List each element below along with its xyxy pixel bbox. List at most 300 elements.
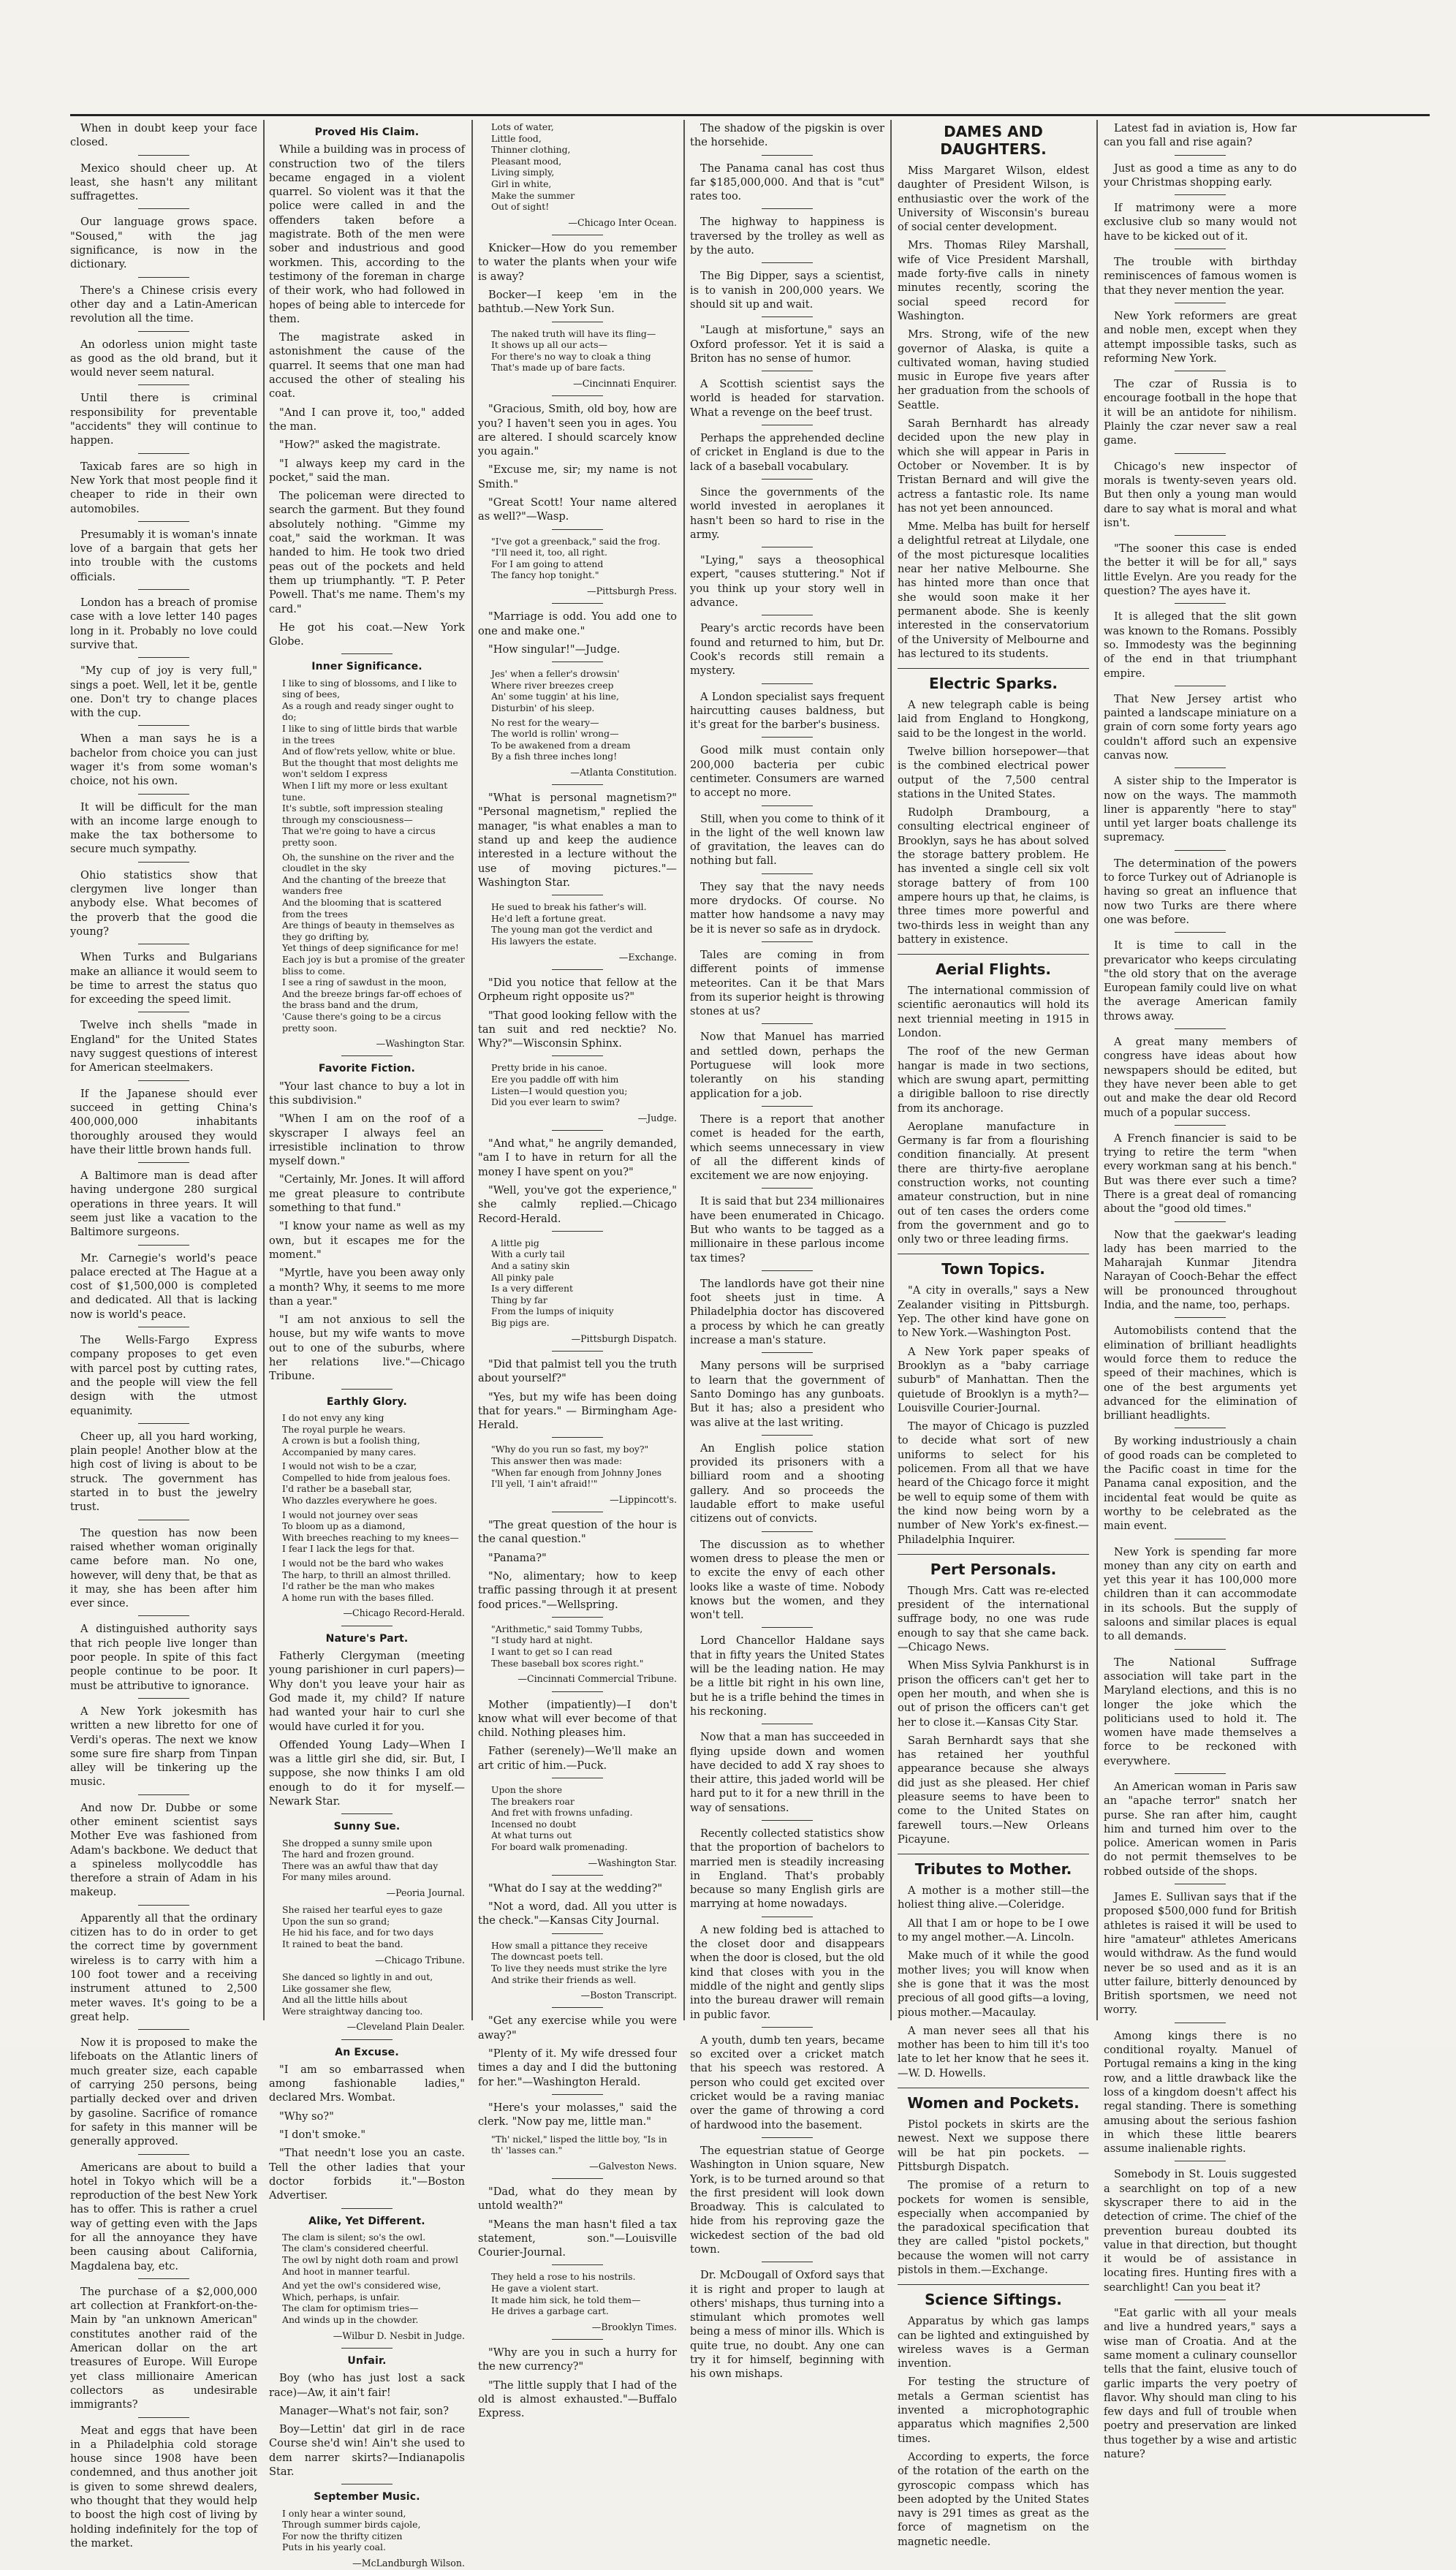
source-credit: —Peoria Journal. [386,1887,465,1898]
separator-rule [762,1106,813,1107]
paragraph: Good milk must contain only 200,000 bacteria per cubic centimeter. Consumers are warned to accept no more. [690,744,884,800]
paragraph: That New Jersey artist who painted a landscape miniature on a grain of corn some forty years ago couldn't afford such an expensive canvas now. [1104,692,1297,762]
paragraph: An odorless union might taste as good as the old brand, but it would never seem natural. [70,338,257,379]
separator-rule [762,1627,813,1628]
paragraph: "Excuse me, sir; my name is not Smith." [478,463,677,490]
separator-rule [1175,1317,1226,1318]
paragraph: Miss Margaret Wilson, eldest daughter of President Wilson, is enthusiastic over the work of the University of Wisconsin's bureau of social center development. [898,164,1089,234]
paragraph: Peary's arctic records have been found and returned to him, but Dr. Cook's records still remain a mystery. [690,622,884,678]
verse: I only hear a winter sound, Through summer birds cajole, For now the thrifty citizen Puts in his yearly coal. [282,2507,421,2553]
source-credit: —Brooklyn Times. [591,2321,677,2332]
separator-rule [138,862,189,863]
separator-rule [138,2278,189,2279]
verse: They held a rose to his nostrils. He gave a violent start. It made him sick, he told them— He drives a garbage cart. [491,2271,641,2317]
paragraph: James E. Sullivan says that if the proposed $500,000 fund for British athletes is raised it will be used to hire "amateur" athletes Americans would withdraw. As the fund would never be so used and as it is an utter failure, bitterly denounced by British sportsmen, we need not worry. [1104,1891,1297,2017]
separator-rule [552,784,603,785]
source-credit: —Atlanta Constitution. [570,766,677,778]
separator-rule [1175,155,1226,156]
paragraph: "My cup of joy is very full," sings a poet. Well, let it be, gentle one. Don't try to change places with the cup. [70,664,257,720]
paragraph: Until there is criminal responsibility for preventable "accidents" they will continue to happen. [70,392,257,447]
section-heading: Town Topics. [898,1254,1089,1278]
section-heading: Nature's Part. [325,1632,409,1645]
separator-rule [341,1389,393,1390]
paragraph: The roof of the new German hangar is made in two sections, which are swung apart, permitting a dirigible balloon to rise directly from its anchorage. [898,1045,1089,1115]
separator-rule [762,2027,813,2028]
paragraph: The Panama canal has cost thus far $185,000,000. And that is "cut" rates too. [690,162,884,203]
paragraph: A mother is a mother still—the holiest thing alive.—Coleridge. [898,1884,1089,1911]
column-6 [1104,121,1297,2461]
paragraph: A New York paper speaks of Brooklyn as a "baby carriage suburb" of Manhattan. Then the quietude of Brooklyn is a myth?—Louisville Courier-Journal. [898,1345,1089,1414]
paragraph: "I am so embarrassed when among fashionable ladies," declared Mrs. Wombat. [269,2063,465,2104]
paragraph: Presumably it is woman's innate love of a bargain that gets her into trouble with the customs officials. [70,528,257,583]
paragraph: "That needn't lose you an caste. Tell the other ladies that your doctor forbids it."—Boston Advertiser. [269,2147,465,2202]
separator-rule [138,208,189,209]
source-credit: —Lippincott's. [610,1493,677,1505]
separator-rule [341,1055,393,1056]
paragraph: Father (serenely)—We'll make an art critic of him.—Puck. [478,1745,677,1772]
separator-rule [341,2039,393,2040]
paragraph: Sarah Bernhardt says that she has retained her youthful appearance because she always did just as she pleased. Her chief pleasure seems to have been to come to the United States on farewell tours.—New Orleans Picayune. [898,1734,1089,1846]
paragraph: Mrs. Strong, wife of the new governor of Alaska, is quite a cultivated woman, having studied music in Europe five years after her graduation from the schools of Seattle. [898,328,1089,412]
paragraph: Taxicab fares are so high in New York that most people find it cheaper to ride in their own automobiles. [70,460,257,515]
top-rule [70,114,1430,116]
verse: How small a pittance they receive The downcast poets tell. To live they needs must strike the lyre And strike their friends as well. [491,1939,667,1985]
paragraph: The determination of the powers to force Turkey out of Adrianople is having so great an influence that now two Turks are there where one was before. [1104,857,1297,926]
separator-rule [138,1423,189,1424]
paragraph: When a man says he is a bachelor from choice you can just wager it's from some woman's choice, not his own. [70,732,257,788]
separator-rule [552,1933,603,1934]
separator-rule [1175,767,1226,768]
paragraph: "Laugh at misfortune," says an Oxford professor. Yet it is said a Briton has no sense of humor. [690,324,884,365]
verse: Jes' when a feller's drowsin' Where river breezes creep An' some tuggin' at his line, Disturbin' of his sleep. [491,668,620,713]
section-heading: An Excuse. [335,2046,399,2058]
separator-rule [762,1435,813,1436]
paragraph: "Eat garlic with all your meals and live a hundred years," says a wise man of Croatia. And at the same moment a culinary counsellor tells that the faint, elusive touch of garlic imparts the very poetry of flavor. Why should man cling to his few days and full of trouble when poetry and preservation are linked thus together by a wise and artistic nature? [1104,2307,1297,2461]
paragraph: "I know your name as well as my own, but it escapes me for the moment." [269,1220,465,1261]
section-heading: Electric Sparks. [898,668,1089,692]
paragraph: Mr. Carnegie's world's peace palace erected at The Hague at a cost of $1,500,000 is completed and dedicated. All that is lacking now is world's peace. [70,1251,257,1321]
paragraph: Mrs. Thomas Riley Marshall, wife of Vice President Marshall, made forty-five calls in ninety minutes recently, scoring the social speed record for Washington. [898,239,1089,322]
separator-rule [552,2264,603,2265]
paragraph: "Marriage is odd. You add one to one and make one." [478,610,677,637]
separator-rule [762,2137,813,2138]
paragraph: "Certainly, Mr. Jones. It will afford me great pleasure to contribute something to that fund." [269,1173,465,1215]
column-divider [1096,120,1098,2020]
paragraph: Automobilists contend that the elimination of brilliant headlights would force them to reduce the speed of their machines, which is one of the best arguments yet advanced for the elimination of brilliant headlights. [1104,1324,1297,1422]
separator-rule [1175,1221,1226,1222]
verse: Upon the shore The breakers roar And fret with frowns unfading. Incensed no doubt At what turns out For board walk promenading. [491,1784,633,1852]
source-credit: —Cincinnati Enquirer. [573,377,677,389]
paragraph: "What do I say at the wedding?" [488,1881,663,1895]
paragraph: "How?" asked the magistrate. [279,439,441,452]
paragraph: "Dad, what do they mean by untold wealth?" [478,2186,677,2213]
separator-rule [1175,1773,1226,1774]
paragraph: "Gracious, Smith, old boy, how are you? I haven't seen you in ages. You are altered. I should scarcely know you again." [478,403,677,458]
paragraph: "That good looking fellow with the tan suit and red necktie? No. Why?"—Wisconsin Sphinx. [478,1009,677,1050]
separator-rule [762,737,813,738]
verse: He sued to break his father's will. He'd left a fortune great. The young man got the verdict and His lawyers the estate. [491,901,653,947]
separator-rule [1175,453,1226,454]
paragraph: "Not a word, dad. All you utter is the check."—Kansas City Journal. [478,1900,677,1928]
separator-rule [552,395,603,396]
paragraph: Mexico should cheer up. At least, she hasn't any militant suffragettes. [70,162,257,203]
paragraph: "Why so?" [279,2110,334,2123]
separator-rule [138,725,189,726]
separator-rule [138,1905,189,1906]
verse: No rest for the weary— The world is rollin' wrong— To be awakened from a dream By a fish three inches long! [491,716,631,762]
separator-rule [341,2208,393,2209]
paragraph: New York is spending far more money than any city on earth and yet this year it has 100,000 more children than it can accommodate in its schools. But the supply of saloons and similar places is equal to all demands. [1104,1545,1297,1643]
verse: And yet the owl's considered wise, Which, perhaps, is unfair. The clam for optimism tries— And winds up in the chowder. [282,2280,441,2326]
paragraph: A distinguished authority says that rich people live longer than poor people. In spite of this fact people continue to be poor. It must be attributive to ignorance. [70,1623,257,1692]
paragraph: Boy—Lettin' dat girl in de race Course she'd win! Ain't she used to dem narrer skirts?—Indianapolis Star. [269,2423,465,2478]
paragraph: Now that Manuel has married and settled down, perhaps the Portuguese will look more tolerantly on his standing application for a job. [690,1031,884,1100]
paragraph: "Why are you in such a hurry for the new currency?" [478,2346,677,2373]
source-credit: —Pittsburgh Dispatch. [571,1333,677,1344]
separator-rule [138,1698,189,1699]
separator-rule [552,1691,603,1692]
paragraph: Make much of it while the good mother lives; you will know when she is gone that it was the most precious of all good gifts—a loving, pious mother.—Macaulay. [898,1949,1089,2019]
paragraph: For testing the structure of metals a German scientist has invented a microphotographic apparatus which magnifies 2,500 times. [898,2376,1089,2445]
column-2 [269,121,465,2569]
separator-rule [341,1813,393,1814]
paragraph: Pistol pockets in skirts are the newest. Next we suppose there will be hat pin pockets. — Pittsburgh Dispatch. [898,2118,1089,2173]
paragraph: A new telegraph cable is being laid from England to Hongkong, said to be the longest in the world. [898,699,1089,740]
paragraph: "I don't smoke." [279,2129,366,2142]
paragraph: There's a Chinese crisis every other day and a Latin-American revolution all the time. [70,284,257,325]
verse: Pretty bride in his canoe. Ere you paddle off with him Listen—I would question you; Did you ever learn to swim? [491,1062,628,1108]
paragraph: Chicago's new inspector of morals is twenty-seven years old. But then only a young man would dare to say what is moral and what isn't. [1104,460,1297,529]
section-heading: Unfair. [347,2354,387,2367]
paragraph: Apparatus by which gas lamps can be lighted and extinguished by wireless waves is a German invention. [898,2315,1089,2370]
paragraph: Among kings there is no conditional royalty. Manuel of Portugal remains a king in the king row, and a little drawback like the loss of a kingdom doesn't affect his regal standing. There is something amusing about the serious fashion in which these little bearers assume inalienable rights. [1104,2029,1297,2156]
paragraph: "Myrtle, have you been away only a month? Why, it seems to me more than a year." [269,1267,465,1308]
section-heading: Science Siftings. [898,2284,1089,2308]
verse: She dropped a sunny smile upon The hard and frozen ground. There was an awful thaw that day For many miles around. [282,1837,439,1883]
paragraph: By working industriously a chain of good roads can be completed to the Pacific coast in time for the Panama canal exposition, and the incidental feat would be quite as worthy to be celebrated as the main event. [1104,1435,1297,1533]
paragraph: The promise of a return to pockets for women is sensible, especially when accompanied by the paradoxical specification that they are called "pistol pockets," because the women will not carry pistols in them.—Exchange. [898,2179,1089,2276]
separator-rule [138,453,189,454]
section-heading: Earthly Glory. [326,1395,408,1408]
section-heading: Women and Pockets. [898,2088,1089,2112]
verse: The clam is silent; so's the owl. The clam's considered cheerful. The owl by night doth roam and prowl And hoot in manner tearful. [282,2231,458,2277]
paragraph: When in doubt keep your face closed. [70,122,257,149]
paragraph: "And what," he angrily demanded, "am I to have in return for all the money I have spent on you?" [478,1137,677,1178]
separator-rule [1175,1125,1226,1126]
paragraph: The landlords have got their nine foot sheets just in time. A Philadelphia doctor has discovered a process by which he can greatly increase a man's stature. [690,1277,884,1347]
separator-rule [762,262,813,263]
paragraph: He got his coat.—New York Globe. [269,621,465,648]
separator-rule [552,2007,603,2008]
separator-rule [552,1875,603,1876]
separator-rule [552,1231,603,1232]
separator-rule [138,2029,189,2030]
separator-rule [138,2154,189,2155]
paragraph: A New York jokesmith has written a new libretto for one of Verdi's operas. The next we know some sure fire sharp from Tinpan alley will be tinkering up the music. [70,1705,257,1789]
source-credit: —Chicago Tribune. [375,1954,465,1966]
paragraph: Though Mrs. Catt was re-elected president of the international suffrage body, no one was rude enough to say that she came back.—Chicago News. [898,1584,1089,1654]
section-heading: Proved His Claim. [314,126,420,138]
paragraph: "I am not anxious to sell the house, but my wife wants to move out to one of the suburbs, where her relations live."—Chicago Tribune. [269,1314,465,1383]
paragraph: It is alleged that the slit gown was known to the Romans. Possibly so. Immodesty was the beginning of the end in that triumphant empire. [1104,610,1297,680]
column-divider [471,120,473,2020]
source-credit: —Exchange. [618,951,677,963]
paragraph: Our language grows space. "Soused," with the jag significance, is now in the dictionary. [70,216,257,271]
separator-rule [552,969,603,970]
paragraph: Boy (who has just lost a sack race)—Aw, it ain't fair! [269,2372,465,2399]
paragraph: A great many members of congress have ideas about how newspapers should be edited, but they have never been able to get out and make the dear old Record much of a popular success. [1104,1036,1297,1119]
verse: "I've got a greenback," said the frog. "I'll need it, too, all right. For I am going to attend The fancy hop tonight." [491,535,661,581]
paragraph: While a building was in process of construction two of the tilers became engaged in a violent quarrel. So violent was it that the police were called in and the offenders taken before a magistrate. Both of the men were sober and industrious and good workmen. This, according to the testimony of the foreman in charge of their work, who had followed in hopes of being able to intercede for them. [269,143,465,325]
paragraph: The czar of Russia is to encourage football in the hope that it will be an antidote for nihilism. Plainly the czar never saw a real game. [1104,378,1297,447]
paragraph: Sarah Bernhardt has already decided upon the new play in which she will appear in Paris in October or November. It is by Tristan Bernard and will give the actress a fantastic role. Its name has not yet been announced. [898,417,1089,515]
separator-rule [762,873,813,874]
paragraph: Since the governments of the world invested in aeroplanes it hasn't been so hard to rise in the army. [690,485,884,541]
paragraph: The question has now been raised whether woman originally came before man. No one, however, will deny that, be that as it may, she has been after him ever since. [70,1526,257,1610]
verse: She raised her tearful eyes to gaze Upon the sun so grand; He hid his face, and for two days It rained to beat the band. [282,1904,443,1950]
separator-rule [552,2094,603,2095]
paragraph: The magistrate asked in astonishment the cause of the quarrel. It seems that one man had accused the other of stealing his coat. [269,331,465,401]
verse: I do not envy any king The royal purple he wears. A crown is but a foolish thing, Accompanied by many cares. [282,1411,420,1458]
paragraph: Recently collected statistics show that the proportion of bachelors to married men is steadily increasing in England. That's probably because so many English girls are marrying at home nowadays. [690,1827,884,1911]
separator-rule [138,384,189,385]
paragraph: A French financier is said to be trying to retire the term "when every workman sang at his bench." But was there ever such a time? There is a great deal of romancing about the "good old times." [1104,1132,1297,1216]
paragraph: Latest fad in aviation is, How far can you fall and rise again? [1104,122,1297,149]
section-heading: Sunny Sue. [333,1821,401,1833]
paragraph: The National Suffrage association will take part in the Maryland elections, and this is no longer the joke which the politicians used to hold it. The women have made themselves a force to be reckoned with everywhere. [1104,1656,1297,1767]
paragraph: "A city in overalls," says a New Zealander visiting in Pittsburgh. Yep. The other kind have gone on to New York.—Washington Post. [898,1284,1089,1340]
source-credit: —McLandburgh Wilson. [352,2557,465,2569]
paragraph: London has a breach of promise case with a love letter 140 pages long in it. Probably no love could survive that. [70,596,257,651]
paragraph: If matrimony were a more exclusive club so many would not have to be kicked out of it. [1104,202,1297,243]
paragraph: The Wells-Fargo Express company proposes to get even with parcel post by cutting rates, and the people will view the fell design with the utmost equanimity. [70,1334,257,1417]
paragraph: Cheer up, all you hard working, plain people! Another blow at the high cost of living is about to be struck. The government has started in to bust the jewelry trust. [70,1430,257,1514]
paragraph: Knicker—How do you remember to water the plants when your wife is away? [478,242,677,283]
separator-rule [762,155,813,156]
paragraph: It will be difficult for the man with an income large enough to make the tax bothersome to secure much sympathy. [70,800,257,856]
paragraph: "The sooner this case is ended the better it will be for all," says little Evelyn. Are you ready for the question? The ayes have it. [1104,542,1297,598]
paragraph: Still, when you come to think of it in the light of the well known law of gravitation, the leaves can do nothing but fall. [690,812,884,868]
source-credit: —Chicago Record-Herald. [343,1607,465,1619]
separator-rule [552,2339,603,2340]
paragraph: And now Dr. Dubbe or some other eminent scientist says Mother Eve was fashioned from Adam's backbone. We deduct that a spineless mollycoddle has therefore a strain of Adam in his makeup. [70,1801,257,1899]
paragraph: Now that a man has succeeded in flying upside down and women have decided to add X ray shoes to their attire, this jaded world will be hard put to it for a new thrill in the way of sensations. [690,1731,884,1814]
source-credit: —Judge. [637,1112,677,1123]
paragraph: Twelve inch shells "made in England" for the United States navy suggest questions of interest for American steelmakers. [70,1019,257,1074]
separator-rule [138,589,189,590]
separator-rule [138,657,189,658]
source-credit: —Wilbur D. Nesbit in Judge. [333,2330,465,2341]
paragraph: A sister ship to the Imperator is now on the ways. The mammoth liner is apparently "here to stay" until yet larger boats challenge its supremacy. [1104,775,1297,844]
section-heading: Tributes to Mother. [898,1854,1089,1878]
paragraph: Americans are about to build a hotel in Tokyo which will be a reproduction of the best New York has to offer. This is rather a cruel way of getting even with the Japs for all the annoyance they have been causing about California, Magdalena bay, etc. [70,2161,257,2273]
paragraph: Many persons will be surprised to learn that the government of Santo Domingo has any gunboats. But it has; also a president who was alive at the last writing. [690,1360,884,1429]
separator-rule [1175,850,1226,851]
paragraph: Twelve billion horsepower—that is the combined electrical power output of the 7,500 central stations in the United States. [898,745,1089,800]
verse: "Th' nickel," lisped the little boy, "Is in th' 'lasses can." [491,2133,667,2156]
paragraph: An English police station provided its prisoners with a billiard room and a shooting gallery. And so proceeds the laudable effort to make useful citizens out of convicts. [690,1441,884,1525]
source-credit: —Cleveland Plain Dealer. [346,2021,465,2033]
separator-rule [1175,194,1226,195]
paragraph: The Big Dipper, says a scientist, is to vanish in 200,000 years. We should sit up and wait. [690,270,884,311]
paragraph: "No, alimentary; how to keep traffic passing through it at present food prices."—Wellspring. [478,1569,677,1611]
paragraph: Meat and eggs that have been in a Philadelphia cold storage house since 1908 have been condemned, and thus another joit is given to some shrewd dealers, who thought that they would help to boost the high cost of living by holding indefinitely for the top of the market. [70,2424,257,2550]
column-1 [70,121,257,2550]
separator-rule [552,1055,603,1056]
section-heading: Alike, Yet Different. [308,2215,425,2227]
separator-rule [341,2348,393,2349]
paragraph: A man never sees all that his mother has been to him till it's too late to let her know that he sees it.—W. D. Howells. [898,2024,1089,2080]
paragraph: According to experts, the force of the rotation of the earth on the gyroscopic compass which has been adopted by the United States navy is 291 times as great as the force of magnetism on the magnetic needle. [898,2450,1089,2548]
separator-rule [1175,1649,1226,1650]
section-heading: Pert Personals. [898,1554,1089,1578]
separator-rule [762,316,813,317]
separator-rule [138,1794,189,1795]
paragraph: Bocker—I keep 'em in the bathtub.—New York Sun. [478,288,677,316]
paragraph: The trouble with birthday reminiscences of famous women is that they never mention the year. [1104,256,1297,297]
paragraph: "Get any exercise while you were away?" [478,2014,677,2042]
column-5 [898,121,1089,2548]
paragraph: If the Japanese should ever succeed in getting China's 400,000,000 inhabitants thoroughly aroused they would have their little brown hands full. [70,1087,257,1156]
separator-rule [762,1352,813,1353]
section-heading: DAMES AND DAUGHTERS. [940,123,1047,158]
paragraph: "Did you notice that fellow at the Orpheum right opposite us?" [478,976,677,1004]
separator-rule [762,1023,813,1024]
column-divider [683,120,685,2020]
paragraph: Aeroplane manufacture in Germany is far from a flourishing condition financially. At present there are thirty-five aeroplane construction works, not counting amateur construction, but in nine out of ten cases the orders come from the government and go to only two or three leading firms. [898,1120,1089,1246]
paragraph: Somebody in St. Louis suggested a searchlight on top of a new skyscraper there to aid in the detection of crime. The chief of the prevention bureau doubted its value in that direction, but thought it would be of assistance in locating fires. Hunting fires with a searchlight! Can you beat it? [1104,2168,1297,2294]
paragraph: "Your last chance to buy a lot in this subdivision." [269,1080,465,1107]
column-3 [478,121,677,2420]
paragraph: "The great question of the hour is the canal question." [478,1519,677,1546]
separator-rule [138,1615,189,1616]
paragraph: The equestrian statue of George Washington in Union square, New York, is to be turned around so that the first president will look down Broadway. This is calculated to hide from his reproving gaze the wickedest section of the bad old town. [690,2144,884,2256]
separator-rule [138,521,189,522]
separator-rule [762,941,813,942]
paragraph: Ohio statistics show that clergymen live longer than anybody else. What becomes of the proverb that the good die young? [70,868,257,938]
paragraph: Fatherly Clergyman (meeting young parishioner in curl papers)—Why don't you leave your hair as God made it, my child? If nature had wanted your hair to curl she would have curled it for you. [269,1650,465,1733]
paragraph: "Well, you've got the experience," she calmly replied.—Chicago Record-Herald. [478,1183,677,1225]
paragraph: Lord Chancellor Haldane says that in fifty years the United States will be the leading nation. He may be a little bit right in his own line, but he is a trifle behind the times in his reckoning. [690,1634,884,1718]
column-divider [890,120,892,2020]
separator-rule [138,2417,189,2418]
paragraph: They say that the navy needs more drydocks. Of course. No matter how handsome a navy may be it is never so safe as in drydock. [690,880,884,936]
verse: "Arithmetic," said Tommy Tubbs, "I study hard at night. I want to get so I can read These baseball box scores right." [491,1623,644,1669]
paragraph: "Did that palmist tell you the truth about yourself?" [478,1357,677,1385]
separator-rule [138,277,189,278]
section-heading: Aerial Flights. [898,954,1089,978]
paragraph: "I always keep my card in the pocket," said the man. [269,457,465,484]
paragraph: There is a report that another comet is headed for the earth, which seems unnecessary in view of all the different kinds of excitement we are now enjoying. [690,1112,884,1183]
separator-rule [762,683,813,684]
paragraph: Now it is proposed to make the lifeboats on the Atlantic liners of much greater size, each capable of carrying 250 persons, being partially decked over and driven by gasoline. Sacrifice of romance for safety in this manner will be generally approved. [70,2036,257,2148]
paragraph: "The little supply that I had of the old is almost exhausted."—Buffalo Express. [478,2378,677,2420]
separator-rule [762,1270,813,1271]
separator-rule [762,208,813,209]
separator-rule [138,155,189,156]
separator-rule [138,1245,189,1246]
paragraph: An American woman in Paris saw an "apache terror" snatch her purse. She ran after him, caught him and turned him over to the police. American women in Paris do not permit themselves to be robbed outside of the shops. [1104,1780,1297,1878]
paragraph: All that I am or hope to be I owe to my angel mother.—A. Lincoln. [898,1917,1089,1944]
paragraph: "And I can prove it, too," added the man. [269,406,465,433]
verse: I would not be the bard who wakes The harp, to thrill an almost thrilled. I'd rather be the man who makes A home run with the bases filled. [282,1558,451,1603]
paragraph: "Plenty of it. My wife dressed four times a day and I did the buttoning for her."—Washington Herald. [478,2047,677,2088]
section-heading: Inner Significance. [311,661,422,673]
paragraph: The purchase of a $2,000,000 art collection at Frankfort-on-the-Main by "an unknown American" constitutes another raid of the American dollar on the art treasures of Europe. Will Europe yet class millionaire American collectors as undesirable immigrants? [70,2285,257,2411]
paragraph: "Panama?" [488,1551,547,1564]
paragraph: Rudolph Drambourg, a consulting electrical engineer of Brooklyn, says he has about solved the storage battery problem. He has invented a single cell six volt storage battery of from 100 ampere hours up that, he claims, is three times more powerful and two-thirds less in weight than any battery in existence. [898,806,1089,946]
separator-rule [762,1531,813,1532]
paragraph: "How singular!"—Judge. [488,642,621,656]
paragraph: The international commission of scientific aeronautics will hold its next triennial meeting in 1915 in London. [898,985,1089,1040]
source-credit: —Washington Star. [376,1038,465,1050]
verse: She danced so lightly in and out, Like gossamer she flew, And all the little hills about Were straightway dancing too. [282,1971,433,2017]
paragraph: A youth, dumb ten years, became so excited over a cricket match that his speech was restored. A person who could get excited over cricket would be a raving maniac over the game of throwing a cord of hardwood into the basement. [690,2033,884,2131]
source-credit: —Chicago Inter Ocean. [568,216,677,228]
paragraph: "What is personal magnetism?" "Personal magnetism," replied the manager, "is what enables a man to stand up and keep the audience interested in a lecture without the use of moving pictures."—Washington Star. [478,792,677,889]
paragraph: When Miss Sylvia Pankhurst is in prison the officers can't get her to open her mouth, and when she is out of prison the officers can't get her to close it.—Kansas City Star. [898,1659,1089,1729]
separator-rule [341,653,393,654]
column-4 [690,121,884,2381]
verse: I would not wish to be a czar, Compelled to hide from jealous foes. I'd rather be a baseball star, Who dazzles everywhere he goes. [282,1460,451,1506]
paragraph: Perhaps the apprehended decline of cricket in England is due to the lack of a baseball vocabulary. [690,432,884,473]
paragraph: Now that the gaekwar's leading lady has been married to the Maharajah Kunmar Jitendra Narayan of Cooch-Behar the effect will be pronounced throughout India, and the name, too, perhaps. [1104,1228,1297,1312]
paragraph: A Scottish scientist says the world is headed for starvation. What a revenge on the beef trust. [690,378,884,419]
source-credit: —Washington Star. [588,1857,677,1868]
paragraph: A Baltimore man is dead after having undergone 280 surgical operations in three years. It will seem just like a vacation to the Baltimore surgeons. [70,1170,257,1239]
separator-rule [552,1437,603,1438]
paragraph: Tales are coming in from different points of immense meteorites. Can it be that Mars from its superior height is throwing stones at us? [690,948,884,1018]
separator-rule [762,1188,813,1189]
paragraph: Offended Young Lady—When I was a little girl she did, sir. But, I suppose, she now thinks I am old enough to do it for myself.—Newark Star. [269,1738,465,1808]
paragraph: Mother (impatiently)—I don't know what will ever become of that child. Nothing pleases him. [478,1698,677,1740]
verse: I like to sing of blossoms, and I like to sing of bees, As a rough and ready singer ought to do; I like to sing of little birds that warble in the trees And of flow'rets yellow, white or blue. But the thought that most delights me won't seldom I express When I lift my more or less exultant tune. It's subtle, soft impression stealing through my consciousness— That we're going to have a circus pretty soon. [282,677,458,848]
source-credit: —Cincinnati Commercial Tribune. [517,1673,677,1685]
paragraph: When Turks and Bulgarians make an alliance it would seem to be time to arrest the status quo for exceeding the speed limit. [70,951,257,1007]
separator-rule [552,1130,603,1131]
separator-rule [552,529,603,530]
separator-rule [552,1617,603,1618]
verse: Oh, the sunshine on the river and the cloudlet in the sky And the chanting of the breeze that wanders free And the blooming that is scattered from the trees Are things of beauty in themselves as they go drifting by, Yet things of deep significance for me! Each joy is but a promise of the greater bliss to come. I see a ring of sawdust in the moon, And the breeze brings far-off echoes of the brass band and the drum, 'Cause there's going to be a circus pretty soon. [282,851,465,1034]
paragraph: It is time to call in the prevaricator who keeps circulating "the old story that on the average European family could live on what the average American family throws away. [1104,939,1297,1023]
paragraph: "Here's your molasses," said the clerk. "Now pay me, little man." [478,2101,677,2129]
paragraph: The highway to happiness is traversed by the trolley as well as by the auto. [690,216,884,257]
paragraph: "Lying," says a theosophical expert, "causes stuttering." Not if you think up your story well in advance. [690,554,884,610]
separator-rule [138,331,189,332]
verse: Lots of water, Little food, Thinner clothing, Pleasant mood, Living simply, Girl in white, Make the summer Out of sight! [491,121,575,213]
paragraph: The discussion as to whether women dress to please the men or to excite the envy of each other looks like a waste of time. Nobody knows but the women, and they won't tell. [690,1538,884,1622]
paragraph: "Great Scott! Your name altered as well?"—Wasp. [478,496,677,523]
separator-rule [762,1820,813,1821]
paragraph: The shadow of the pigskin is over the horsehide. [690,122,884,149]
separator-rule [138,794,189,795]
separator-rule [138,1162,189,1163]
paragraph: Manager—What's not fair, son? [279,2404,450,2417]
separator-rule [552,603,603,604]
separator-rule [138,1080,189,1081]
verse: A little pig With a curly tail And a satiny skin All pinky pale Is a very different Thing by far From the lumps of iniquity Big pigs are. [491,1237,614,1329]
verse: I would not journey over seas To bloom up as a diamond, With breeches reaching to my knees— I fear I lack the legs for that. [282,1509,459,1555]
paragraph: Just as good a time as any to do your Christmas shopping early. [1104,162,1297,189]
paragraph: The policeman were directed to search the garment. But they found absolutely nothing. "Gimme my coat," said the workman. It was handed to him. He took two dried peas out of the pockets and held them up triumphantly. "T. P. Peter Powell. That's me name. Them's my card." [269,490,465,615]
source-credit: —Pittsburgh Press. [587,585,677,596]
separator-rule [1175,1028,1226,1029]
separator-rule [1175,932,1226,933]
separator-rule [552,1351,603,1352]
paragraph: "Yes, but my wife has been doing that for years." — Birmingham Age-Herald. [478,1390,677,1432]
paragraph: It is said that but 234 millionaires have been enumerated in Chicago. But who wants to be tagged as a millionaire in these parlous income tax times? [690,1195,884,1265]
separator-rule [552,2178,603,2179]
